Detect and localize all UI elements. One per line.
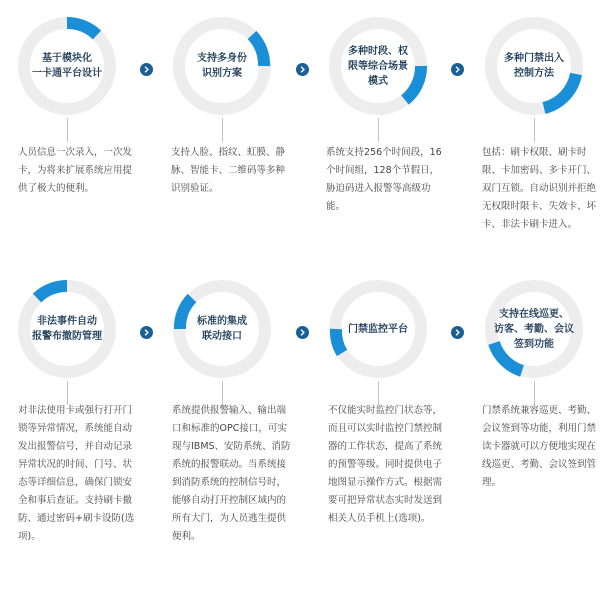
feature-title: 非法事件自动 报警布撤防管理 xyxy=(32,316,102,342)
feature-description: 支持人脸、指纹、虹膜、静脉、智能卡、二维码等多种识别验证。 xyxy=(171,147,286,194)
next-arrow-icon xyxy=(296,63,309,76)
connector-line xyxy=(534,118,535,142)
progress-ring xyxy=(326,14,430,118)
feature-title: 支持多身份 识别方案 xyxy=(197,53,247,79)
progress-ring xyxy=(15,14,119,118)
feature-description: 系统提供报警输入、输出端口和标准的OPC接口，可实现与IBMS、安防系统、消防系统的报警联动。当系统接到消防系统的控制信号时，能够自动打开控制区域内的所有大门，为人员逃生提供便利。 xyxy=(172,405,291,542)
feature-description: 门禁系统兼容巡更、考勤、会议签到等功能，利用门禁读卡器就可以方便地实现在线巡更、考勤、会议签到管理。 xyxy=(482,405,597,488)
feature-description: 对非法使用卡或强行打开门锁等异常情况，系统能自动发出报警信号，并自动记录异常状况的时间、门号、状态等详细信息，确保门锁安全和事后查证。支持刷卡撤防、通过密码+刷卡设防(选项)。 xyxy=(18,405,135,542)
connector-line xyxy=(222,118,223,142)
next-arrow-icon xyxy=(140,326,153,339)
progress-ring xyxy=(170,277,274,381)
feature-title: 门禁监控平台 xyxy=(348,323,408,335)
feature-description: 人员信息一次录入，一次发卡，为将来扩展系统应用提供了极大的便利。 xyxy=(18,147,133,194)
progress-ring xyxy=(170,14,274,118)
next-arrow-icon xyxy=(140,63,153,76)
feature-description: 不仅能实时监控门状态等，而且可以实时监控门禁控制器的工作状态，提高了系统的预警等级。同时提供电子地图显示操作方式。根据需要可把异常状态实时发送到相关人员手机上(选项)。 xyxy=(328,405,443,524)
progress-ring xyxy=(482,277,586,381)
next-arrow-icon xyxy=(451,326,464,339)
feature-title: 基于模块化 一卡通平台设计 xyxy=(32,53,102,79)
feature-title: 多种门禁出入 控制方法 xyxy=(504,53,564,79)
progress-ring xyxy=(15,277,119,381)
progress-ring xyxy=(482,14,586,118)
connector-line xyxy=(378,118,379,142)
next-arrow-icon xyxy=(451,63,464,76)
progress-ring xyxy=(326,277,430,381)
next-arrow-icon xyxy=(296,326,309,339)
feature-description: 系统支持256个时间段，16个时间组，128个节假日，胁迫码进入报警等高级功能。 xyxy=(326,147,442,212)
feature-title: 多种时段、权 限等综合场景 模式 xyxy=(348,45,408,87)
connector-line xyxy=(67,118,68,142)
feature-title: 标准的集成 联动接口 xyxy=(197,316,247,342)
feature-title: 支持在线巡更、 访客、考勤、会议 签到功能 xyxy=(494,308,574,350)
feature-description: 包括：刷卡权限、刷卡时限、卡加密码、多卡开门、双门互锁。自动识别并拒绝无权限时限卡、失效卡、坏卡、非法卡刷卡进入。 xyxy=(482,147,597,230)
